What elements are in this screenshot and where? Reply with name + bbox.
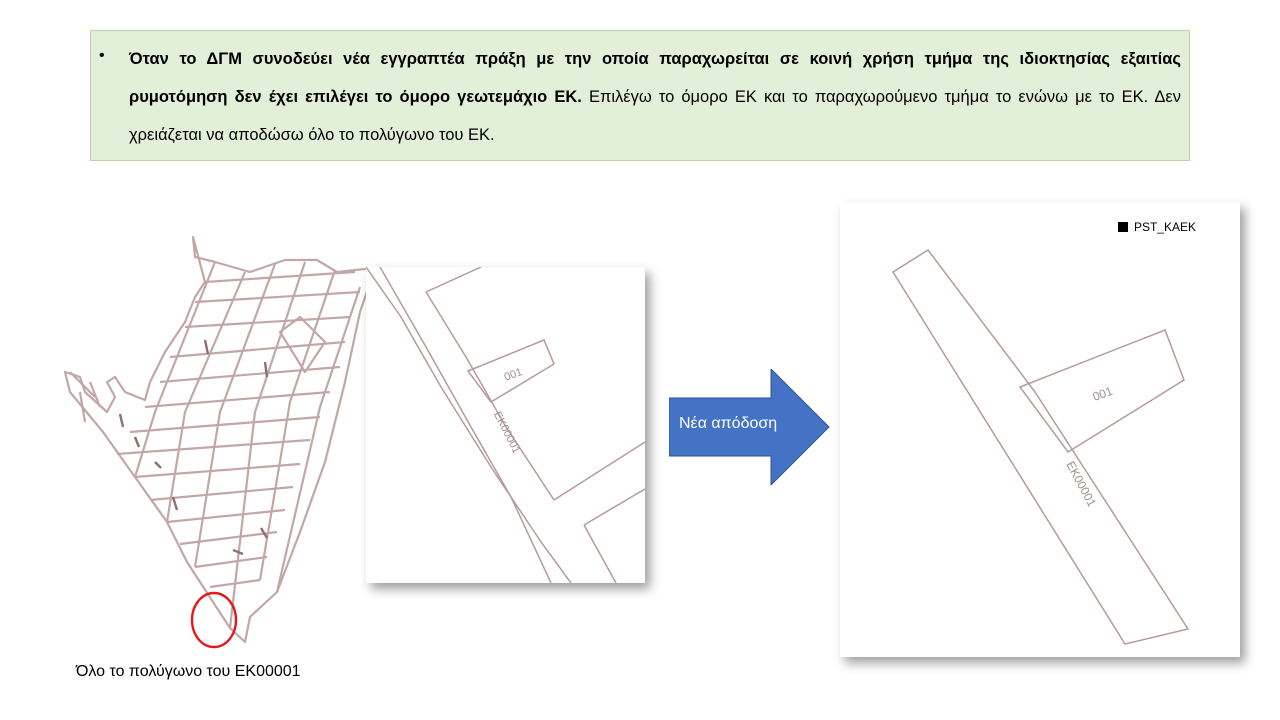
zoom-detail-panel [366,267,645,583]
result-panel [840,202,1240,657]
legend-label: PST_KAEK [1133,220,1196,234]
city-outline [65,237,375,642]
result-map [840,202,1240,657]
legend [1118,220,1196,234]
arrow-label: Νέα απόδοση [679,415,778,432]
highlight-circle [192,593,236,647]
zoom-parcel-label: 001 [502,366,525,384]
new-assignment-arrow [669,369,831,485]
overview-caption: Όλο το πολύγωνο του ΕΚ00001 [76,663,301,680]
bullet-marker: • [99,47,105,64]
zoom-map [366,267,645,583]
instruction-note [90,30,1190,161]
result-road-ek00001 [893,250,1188,644]
note-bold-text: Όταν το ΔΓΜ συνοδεύει νέα εγγραπτέα πράξη με την οποία παραχωρείται σε κοινή χρήση τμήμα της ιδιοκτησίας εξαιτίας ρυμοτόμηση δεν έχει επιλέγει το όμορο γεωτεμάχιο ΕΚ. [129,50,1181,106]
overview-city-map [55,232,375,652]
note-normal-text: Επιλέγω το όμορο ΕΚ και το παραχωρούμενο τμήμα το ενώνω με το ΕΚ. Δεν χρειάζεται να αποδώσω όλο το πολύγωνο του ΕΚ. [129,88,1182,144]
legend-swatch [1118,222,1128,232]
result-parcel-label: 001 [1090,383,1115,404]
note-text [129,40,1181,154]
result-road-label: ΕΚ00001 [1063,458,1099,510]
zoom-road-label: ΕΚ00001 [490,409,523,456]
